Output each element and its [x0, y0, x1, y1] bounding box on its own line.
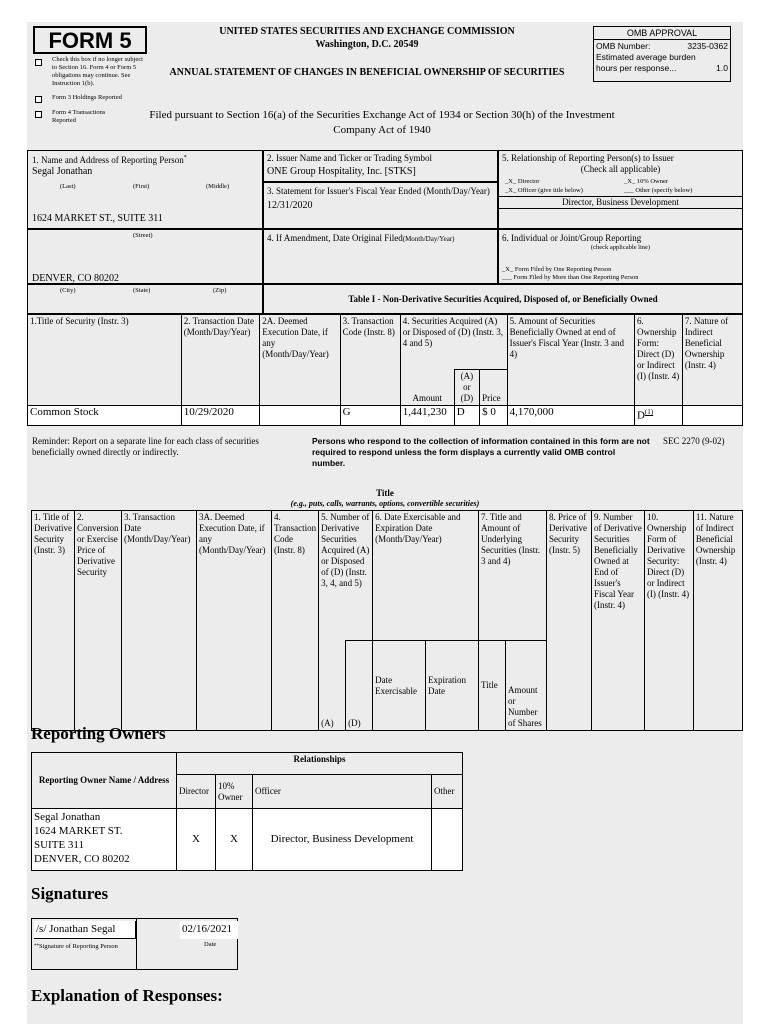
t1-footnote-link[interactable]: (1) [644, 408, 654, 416]
table1-title: Table I - Non-Derivative Securities Acquired, Disposed of, or Beneficially Owned [348, 294, 658, 304]
t2-h-price: 8. Price of Derivative Security (Instr. 5) [546, 511, 591, 731]
t1-security-title: Common Stock [28, 406, 182, 426]
persons-notice: Persons who respond to the collection of information contained in this form are not required to respond unless the form displays a currently valid OMB control number. [312, 436, 650, 468]
t2-h-underlying-amount: Amount or Number of Shares [506, 641, 547, 731]
t1-h-code: 3. Transaction Code (Instr. 8) [340, 315, 400, 406]
more-persons-option[interactable]: ___ Form Filed by More than One Reporting Person [502, 274, 639, 281]
issuer-name: ONE Group Hospitality, Inc. [STKS] [267, 166, 416, 177]
street-label: (Street) [133, 232, 153, 239]
city-address: DENVER, CO 80202 [32, 273, 119, 284]
one-person-option[interactable]: _X_ Form Filed by One Reporting Person [502, 266, 612, 273]
signature-footnote: ** [34, 944, 39, 949]
ro-director-val: X [177, 809, 216, 871]
form3-checkbox[interactable] [35, 96, 42, 103]
t2-h-date-exercisable: Date Exercisable [373, 641, 426, 731]
box2-label: 2. Issuer Name and Ticker or Trading Symbol [267, 153, 432, 163]
table2-title: Title [376, 488, 394, 498]
t2-h-code: 4. Transaction Code (Instr. 8) [271, 511, 318, 731]
t1-h-title: 1.Title of Security (Instr. 3) [28, 315, 182, 406]
t1-h-amount-owned: 5. Amount of Securities Beneficially Owned at end of Issuer's Fiscal Year (Instr. 3 and 4) [507, 315, 634, 406]
signature-block [31, 918, 238, 970]
t2-h-a: (A) [319, 641, 346, 731]
t2-h-underlying-title: Title [479, 641, 506, 731]
ro-h-other: Other [432, 775, 463, 809]
t1-h-deemed: 2A. Deemed Execution Date, if any (Month/Day/Year) [260, 315, 340, 406]
box1-footnote: * [183, 155, 187, 161]
t1-amount: 1,441,230 [400, 406, 454, 426]
t1-form: D [636, 409, 645, 422]
t2-h-exercisable: 6. Date Exercisable and Expiration Date (Month/Day/Year) [373, 511, 479, 641]
officer-option[interactable]: _X_ Officer (give title below) [505, 187, 583, 194]
sec-code: SEC 2270 (9-02) [663, 436, 725, 446]
t1-owned: 4,170,000 [507, 406, 634, 426]
t2-h-form: 10. Ownership Form of Derivative Security: Direct (D) or Indirect (I) (Instr. 4) [644, 511, 693, 731]
box3-label: 3. Statement for Issuer's Fiscal Year Ended (Month/Day/Year) [267, 186, 490, 196]
date-label: Date [204, 941, 217, 948]
box6-group-reporting [498, 229, 743, 284]
middle-label: (Middle) [206, 183, 230, 190]
t1-h-amount: Amount [400, 370, 454, 406]
ro-h-officer: Officer [253, 775, 432, 809]
t2-h-owned: 9. Number of Derivative Securities Beneficially Owned at End of Issuer's Fiscal Year (Instr. 4) [591, 511, 644, 731]
ro-h-ten-pct: 10% Owner [216, 775, 253, 809]
ro-h-name: Reporting Owner Name / Address [32, 753, 177, 809]
no-longer-subject-label: Check this box if no longer subject to Section 16. Form 4 or Form 5 obligations may continue. See Instruction 1(b). [52, 56, 143, 87]
omb-number: 3235-0362 [687, 41, 728, 51]
table-row [32, 809, 463, 871]
ro-address: Segal Jonathan 1624 MARKET ST. SUITE 311 DENVER, CO 80202 [32, 809, 177, 871]
city-label: (City) [60, 287, 76, 294]
box1-city [27, 284, 263, 314]
omb-number-label: OMB Number: [596, 41, 651, 51]
t2-h-expiration: Expiration Date [426, 641, 479, 731]
t2-h-d: (D) [346, 641, 373, 731]
t1-aord: D [454, 406, 479, 426]
t1-h-price: Price [480, 370, 508, 406]
officer-title: Director, Business Development [499, 196, 742, 209]
t1-price: $ 0 [480, 406, 508, 426]
ro-h-relationships: Relationships [177, 753, 463, 775]
t1-nature [682, 406, 742, 426]
filed-pursuant: Filed pursuant to Section 16(a) of the Securities Exchange Act of 1934 or Section 30(h) of the Investment Company Act of 1940 [149, 109, 615, 136]
no-longer-subject-checkbox[interactable] [35, 59, 42, 66]
agency-name: UNITED STATES SECURITIES AND EXCHANGE COMMISSION [219, 26, 515, 37]
t1-h-aord: (A) or (D) [454, 370, 479, 406]
omb-hours-label: hours per response... [596, 63, 677, 73]
state-label: (State) [133, 287, 151, 294]
t1-h-nature: 7. Nature of Indirect Beneficial Ownership (Instr. 4) [682, 315, 742, 406]
t2-h-nature: 11. Nature of Indirect Beneficial Ownership (Instr. 4) [693, 511, 742, 731]
other-option[interactable]: ___ Other (specify below) [624, 187, 693, 194]
t2-h-deemed: 3A. Deemed Execution Date, if any (Month/Day/Year) [196, 511, 271, 731]
t2-h-underlying: 7. Title and Amount of Underlying Securities (Instr. 3 and 4) [479, 511, 547, 641]
signature-value: /s/ Jonathan Segal [34, 921, 136, 939]
ro-officer-val: Director, Business Development [253, 809, 432, 871]
omb-burden-label: Estimated average burden [596, 52, 696, 62]
omb-hours: 1.0 [716, 63, 728, 73]
last-label: (Last) [60, 183, 76, 190]
omb-box [593, 26, 731, 82]
signatures-heading: Signatures [31, 884, 109, 903]
reporting-owners-heading: Reporting Owners [31, 724, 166, 743]
reporting-person-name: Segal Jonathan [32, 166, 93, 177]
ten-pct-option[interactable]: _X_ 10% Owner [624, 178, 669, 185]
box4-label: 4. If Amendment, Date Original Filed [267, 233, 403, 243]
box5-relationship [498, 150, 743, 229]
form3-label: Form 3 Holdings Reported [52, 94, 122, 101]
t1-h-form: 6. Ownership Form: Direct (D) or Indirect (I) (Instr. 4) [634, 315, 682, 406]
signature-date: 02/16/2021 [180, 921, 238, 939]
table-row [28, 406, 743, 426]
t1-transaction-date: 10/29/2020 [181, 406, 259, 426]
table1-nondervative [27, 314, 743, 426]
agency-city: Washington, D.C. 20549 [315, 39, 419, 50]
t1-deemed-date [260, 406, 340, 426]
zip-label: (Zip) [213, 287, 227, 294]
ro-ten-pct-val: X [216, 809, 253, 871]
t1-h-securities: 4. Securities Acquired (A) or Disposed of (D) (Instr. 3, 4 and 5) [400, 315, 507, 370]
omb-title: OMB APPROVAL [594, 27, 730, 40]
t2-h-date: 3. Transaction Date (Month/Day/Year) [121, 511, 196, 731]
statement-title: ANNUAL STATEMENT OF CHANGES IN BENEFICIAL OWNERSHIP OF SECURITIES [169, 67, 565, 78]
fiscal-year-end: 12/31/2020 [267, 200, 313, 211]
ro-other-val [432, 809, 463, 871]
box4-amendment [263, 229, 498, 284]
box6-sub: (check applicable line) [590, 244, 651, 251]
box3-fiscal-year [263, 182, 498, 229]
box6-label: 6. Individual or Joint/Group Reporting [502, 233, 642, 243]
table1-title-bar [263, 284, 743, 314]
first-label: (First) [133, 183, 150, 190]
box1-label: 1. Name and Address of Reporting Person [32, 155, 184, 165]
box2-issuer [263, 150, 498, 182]
box1-street [27, 229, 263, 284]
form-title: FORM 5 [33, 26, 147, 54]
t2-h-title: 1. Title of Derivative Security (Instr. 3) [32, 511, 75, 731]
t2-h-conversion: 2. Conversion or Exercise Price of Derivative Security [74, 511, 121, 731]
box4-sub: (Month/Day/Year) [402, 235, 455, 243]
t2-h-number: 5. Number of Derivative Securities Acquired (A) or Disposed of (D) (Instr. 3, 4, and 5) [319, 511, 373, 641]
table2-derivative [31, 510, 743, 731]
reminder-text: Reminder: Report on a separate line for each class of securities beneficially owned directly or indirectly. [32, 436, 259, 457]
box5-label: 5. Relationship of Reporting Person(s) to Issuer [502, 153, 674, 163]
t1-h-date: 2. Transaction Date (Month/Day/Year) [181, 315, 259, 406]
ro-h-director: Director [177, 775, 216, 809]
form-page [27, 22, 743, 1024]
explanation-heading: Explanation of Responses: [31, 986, 223, 1005]
form4-checkbox[interactable] [35, 111, 42, 118]
table2-subtitle: (e.g., puts, calls, warrants, options, convertible securities) [290, 499, 480, 508]
t1-code: G [340, 406, 400, 426]
form4-label: Form 4 Transactions Reported [52, 109, 106, 124]
reporting-owners-table [31, 752, 463, 871]
signature-label: Signature of Reporting Person [39, 943, 118, 950]
street-address: 1624 MARKET ST., SUITE 311 [32, 213, 163, 224]
box5-sub: (Check all applicable) [580, 164, 661, 174]
director-option[interactable]: _X_ Director [505, 178, 540, 185]
box1-name-address [27, 150, 263, 229]
